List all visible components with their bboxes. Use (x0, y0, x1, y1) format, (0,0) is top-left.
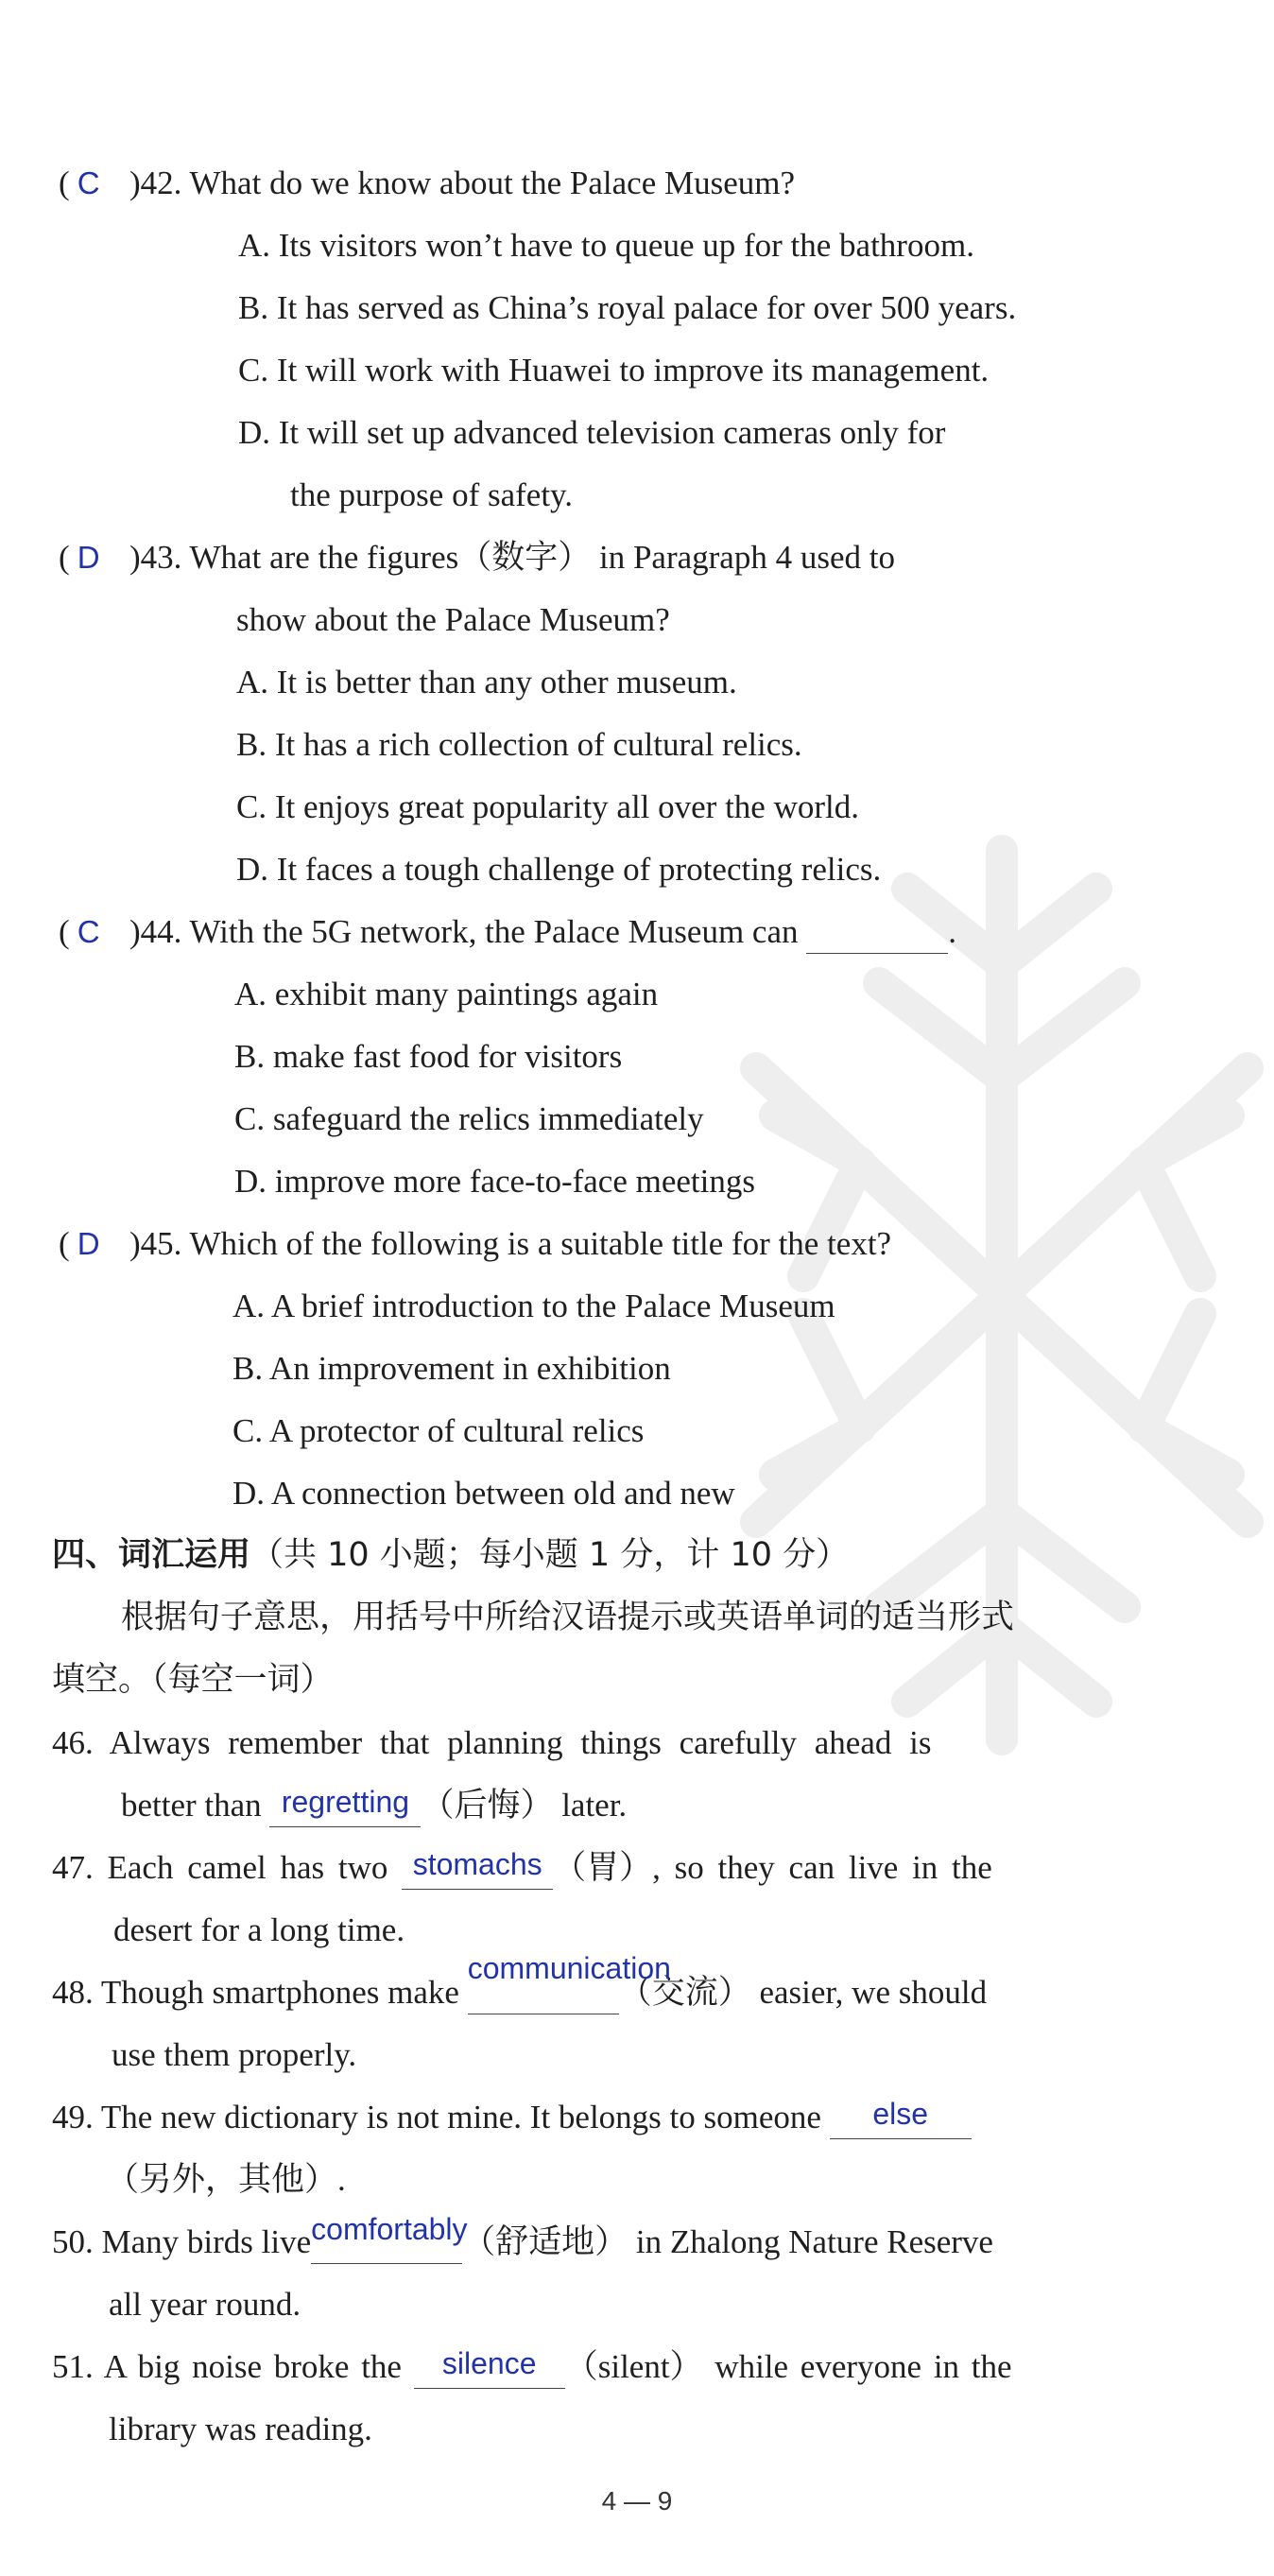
vocab-text: （后悔） later. (421, 1787, 628, 1824)
answer-paren: ( D (59, 537, 129, 579)
answer-45: D (77, 1226, 100, 1261)
vocab-50-line1 (52, 2212, 993, 2264)
option-42-d-cont: the purpose of safety. (290, 476, 574, 513)
vocab-48-answer: communication (467, 1951, 671, 1985)
question-text: )44. With the 5G network, the Palace Museum can (129, 913, 799, 950)
vocab-48-blank (467, 1951, 671, 2014)
vocab-text: better than (121, 1787, 270, 1824)
vocab-text: 51. A big noise broke the (52, 2348, 414, 2385)
answer-43: D (77, 540, 100, 575)
question-42-stem (59, 163, 795, 204)
option-45-a: A. A brief introduction to the Palace Museum (232, 1288, 835, 1324)
vocab-49-answer: else (872, 2097, 929, 2131)
vocab-49-blank (830, 2097, 972, 2139)
option-43-d: D. It faces a tough challenge of protecting relics. (236, 851, 882, 888)
vocab-48-line1 (52, 1951, 988, 2014)
vocab-47-answer: stomachs (412, 1847, 542, 1881)
option-44-c: C. safeguard the relics immediately (234, 1100, 704, 1137)
option-42-b: B. It has served as China’s royal palace for over 500 years. (238, 289, 1017, 326)
question-text: )43. What are the figures（数字） in Paragraph 4 used to (129, 539, 895, 576)
option-44-b: B. make fast food for visitors (234, 1038, 623, 1075)
vocab-47-line1 (52, 1847, 992, 1890)
option-43-c: C. It enjoys great popularity all over the world. (236, 788, 860, 825)
option-44-d: D. improve more face-to-face meetings (234, 1163, 755, 1200)
vocab-text: （交流） easier, we should (618, 1974, 988, 2011)
vocab-51-answer: silence (441, 2346, 537, 2380)
vocab-text: （胃）, so they can live in the (553, 1849, 992, 1886)
vocab-46-blank (269, 1785, 421, 1827)
option-42-a: A. Its visitors won’t have to queue up for the bathroom. (238, 227, 974, 264)
vocab-46-answer: regretting (281, 1785, 410, 1819)
answer-paren: ( C (59, 911, 129, 953)
vocab-48-line2: use them properly. (112, 2036, 357, 2073)
vocab-50-blank (311, 2212, 468, 2264)
option-45-d: D. A connection between old and new (232, 1475, 735, 1512)
question-43-stem (59, 537, 895, 579)
vocab-49-line2: （另外，其他）. (106, 2161, 346, 2198)
vocab-text: （舒适地） in Zhalong Nature Reserve (462, 2223, 993, 2260)
option-43-b: B. It has a rich collection of cultural relics. (236, 726, 802, 763)
vocab-51-blank (414, 2346, 565, 2389)
question-43-stem-cont: show about the Palace Museum? (236, 601, 670, 638)
section-score: （共 10 小题；每小题 1 分，计 10 分） (250, 1536, 850, 1574)
vocab-text: （silent） while everyone in the (564, 2348, 1012, 2385)
answer-paren: ( D (59, 1223, 129, 1265)
answer-blank (806, 911, 948, 954)
vocab-50-line2: all year round. (109, 2286, 301, 2323)
section-instruction: 根据句子意思，用括号中所给汉语提示或英语单词的适当形式 (121, 1599, 1015, 1636)
option-42-c: C. It will work with Huawei to improve its management. (238, 352, 990, 389)
option-45-b: B. An improvement in exhibition (232, 1350, 671, 1387)
question-end: . (948, 913, 956, 950)
option-43-a: A. It is better than any other museum. (236, 664, 737, 700)
section-heading (52, 1533, 849, 1577)
section-title: 四、词汇运用 (52, 1536, 251, 1574)
vocab-49-line1 (52, 2097, 972, 2139)
section-instruction-cont: 填空。（每空一词） (52, 1661, 334, 1699)
question-45-stem (59, 1223, 891, 1265)
vocab-text: 48. Though smartphones make (52, 1974, 468, 2011)
vocab-51-line1 (52, 2346, 1012, 2389)
vocab-47-blank (402, 1847, 553, 1890)
answer-42: C (77, 165, 100, 200)
option-45-c: C. A protector of cultural relics (232, 1412, 645, 1449)
vocab-text: 47. Each camel has two (52, 1849, 403, 1886)
option-44-a: A. exhibit many paintings again (234, 976, 659, 1012)
option-42-d: D. It will set up advanced television cameras only for (238, 414, 946, 451)
vocab-51-line2: library was reading. (109, 2411, 372, 2447)
vocab-46-line1: 46. Always remember that planning things carefully ahead is (52, 1724, 932, 1761)
question-text: )45. Which of the following is a suitable title for the text? (129, 1225, 892, 1262)
vocab-text: 50. Many birds live (52, 2223, 312, 2260)
question-44-stem (59, 911, 956, 954)
vocab-50-answer: comfortably (311, 2212, 468, 2246)
page-number: 4 — 9 (601, 2486, 673, 2515)
answer-44: C (77, 914, 100, 949)
vocab-47-line2: desert for a long time. (113, 1911, 405, 1948)
answer-paren: ( C (59, 163, 129, 204)
vocab-46-line2 (121, 1785, 627, 1827)
vocab-text: 49. The new dictionary is not mine. It belongs to someone (52, 2099, 830, 2135)
question-text: )42. What do we know about the Palace Museum? (129, 164, 796, 201)
